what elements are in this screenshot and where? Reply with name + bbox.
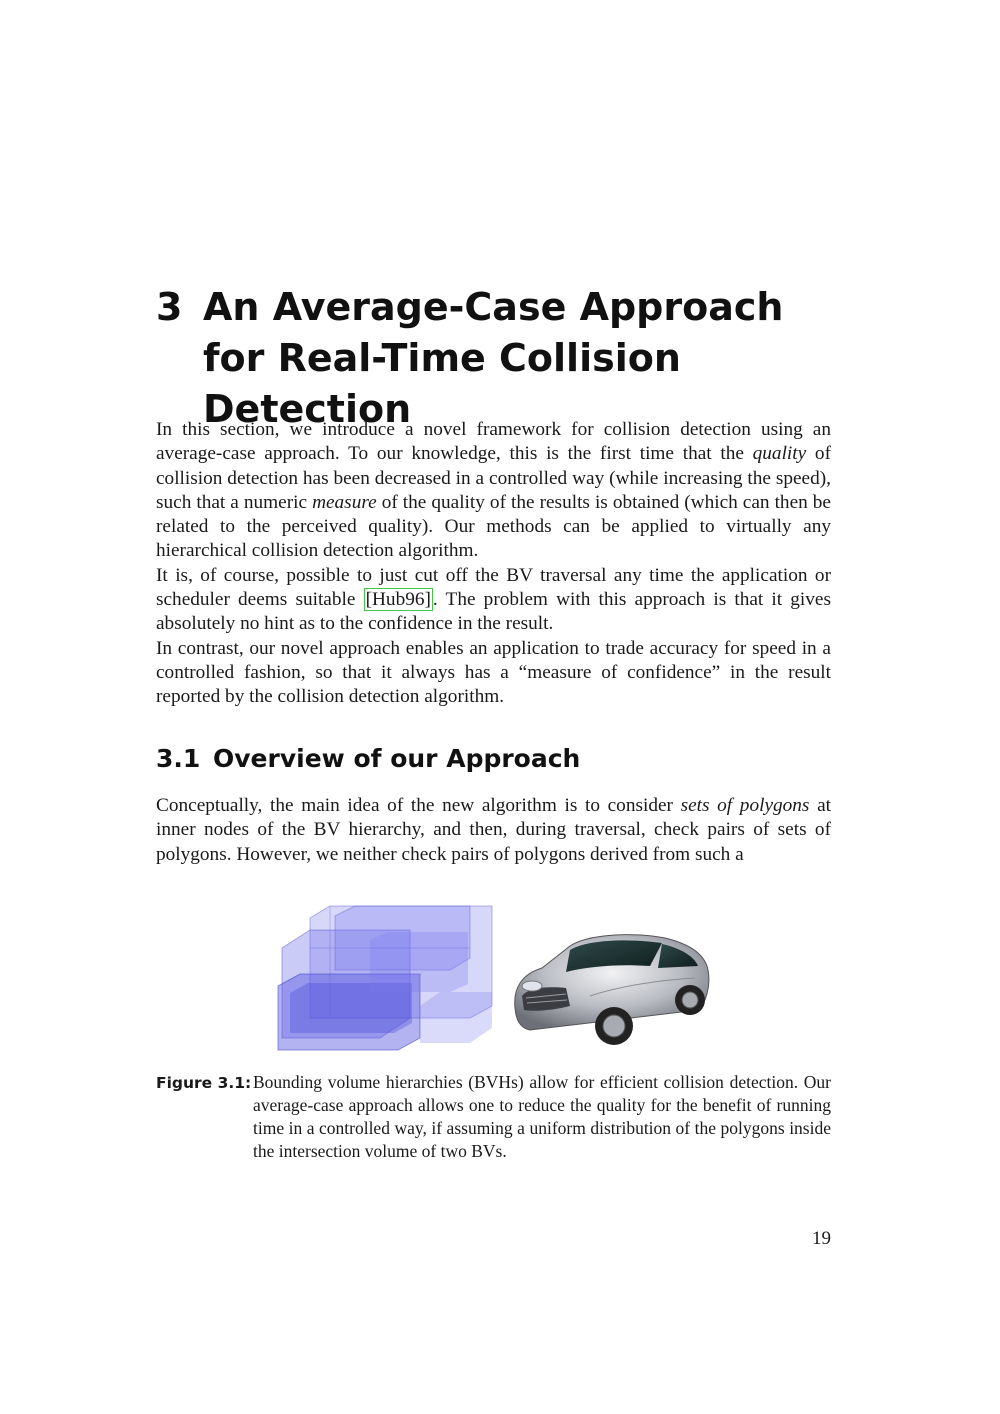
bvh-boxes-illustration — [278, 906, 492, 1050]
intro-text — [156, 418, 831, 710]
figure-3-1 — [270, 888, 715, 1058]
emphasis-quality: quality — [752, 443, 807, 465]
section-title: Overview of our Approach — [213, 744, 581, 773]
emphasis-measure: measure — [312, 491, 377, 513]
figure-label: Figure 3.1: — [156, 1074, 252, 1092]
figure-illustration — [270, 888, 715, 1058]
figure-caption-text: Bounding volume hierarchies (BVHs) allow for efficient collision detection. Our average-case approach allows one to reduce the quality for the benefit of running time in a controlled way, if assuming a uniform distribution of the polygons inside the intersection volume of two BVs. — [253, 1072, 831, 1161]
section-number: 3.1 — [156, 744, 201, 773]
chapter-title: An Average-Case Approach for Real-Time Collision Detection — [203, 285, 784, 431]
overview-paragraph: Conceptually, the main idea of the new algorithm is to consider sets of polygons at inner nodes of the BV hierarchy, and then, during traversal, check pairs of sets of polygons. However, we neither check pairs of polygons derived from such a — [156, 795, 831, 865]
section-heading — [156, 742, 580, 776]
intro-paragraph-3: In contrast, our novel approach enables an application to trade accuracy for speed in a controlled fashion, so that it always has a “measure of confidence” in the result reported by the collision detection algorithm. — [156, 637, 831, 708]
emphasis-sets-of-polygons: sets of polygons — [680, 795, 810, 816]
overview-text — [156, 794, 831, 867]
page-number: 19 — [812, 1228, 831, 1249]
chapter-number: 3 — [156, 285, 183, 329]
car-model-illustration — [515, 935, 709, 1045]
citation-link-hub96[interactable]: [Hub96] — [365, 589, 431, 611]
intro-paragraph-1: In this section, we introduce a novel framework for collision detection using an average-case approach. To our knowledge, this is the first time that the quality of collision detection has been decreased in a controlled way (while increasing the speed), such that a numeric measure of the quality of the results is obtained (which can then be related to the perceived quality). Our methods can be applied to virtually any hierarchical collision detection algorithm. — [156, 419, 831, 562]
intro-paragraph-2: It is, of course, possible to just cut off the BV traversal any time the application or scheduler deems suitable [Hub96] . The problem with this approach is that it gives absolutely no hint as to the confidence in the result. — [156, 564, 831, 635]
